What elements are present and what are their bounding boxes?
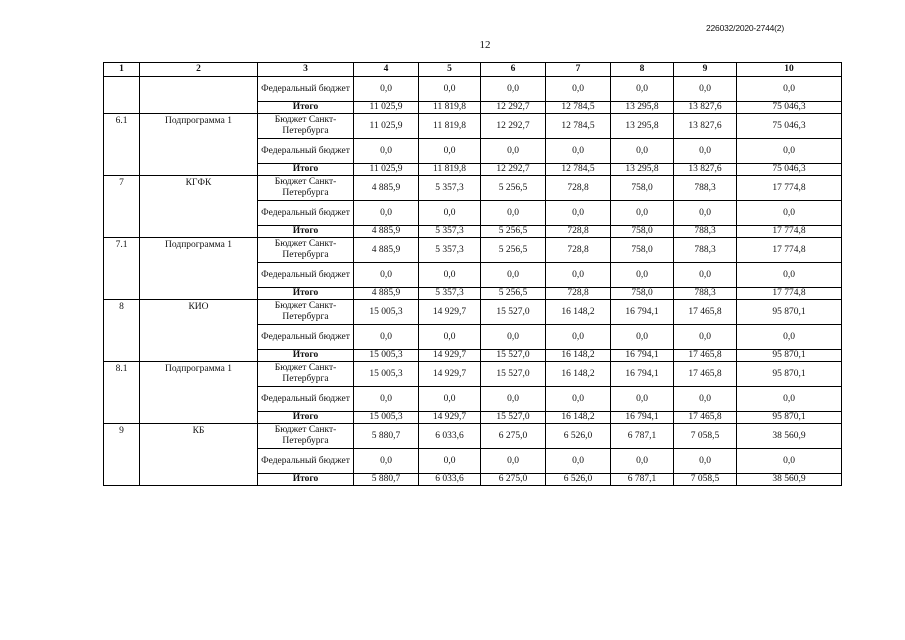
value-cell: 0,0 <box>354 325 419 350</box>
value-cell: 5 256,5 <box>481 226 546 238</box>
value-cell: 11 025,9 <box>354 102 419 114</box>
row-number-cell <box>104 77 140 114</box>
value-cell: 0,0 <box>354 449 419 474</box>
program-name-cell: Подпрограмма 1 <box>140 362 258 424</box>
funding-source-cell: Федеральный бюджет <box>258 387 354 412</box>
value-cell: 38 560,9 <box>737 474 842 486</box>
value-cell: 0,0 <box>481 263 546 288</box>
value-cell: 5 256,5 <box>481 176 546 201</box>
value-cell: 11 819,8 <box>419 164 481 176</box>
program-name-cell: КБ <box>140 424 258 486</box>
row-number-cell: 9 <box>104 424 140 486</box>
column-header: 9 <box>674 63 737 77</box>
value-cell: 16 148,2 <box>546 350 611 362</box>
value-cell: 6 526,0 <box>546 424 611 449</box>
value-cell: 15 527,0 <box>481 362 546 387</box>
value-cell: 0,0 <box>674 201 737 226</box>
row-number-cell: 8.1 <box>104 362 140 424</box>
value-cell: 12 784,5 <box>546 114 611 139</box>
value-cell: 95 870,1 <box>737 362 842 387</box>
column-header-row <box>104 63 842 77</box>
value-cell: 16 794,1 <box>611 300 674 325</box>
value-cell: 75 046,3 <box>737 102 842 114</box>
value-cell: 14 929,7 <box>419 362 481 387</box>
value-cell: 0,0 <box>419 325 481 350</box>
value-cell: 38 560,9 <box>737 424 842 449</box>
value-cell: 6 787,1 <box>611 424 674 449</box>
value-cell: 13 295,8 <box>611 102 674 114</box>
value-cell: 5 256,5 <box>481 238 546 263</box>
value-cell: 0,0 <box>419 263 481 288</box>
value-cell: 12 292,7 <box>481 102 546 114</box>
value-cell: 14 929,7 <box>419 350 481 362</box>
value-cell: 5 357,3 <box>419 288 481 300</box>
value-cell: 16 148,2 <box>546 300 611 325</box>
value-cell: 0,0 <box>419 449 481 474</box>
value-cell: 6 275,0 <box>481 424 546 449</box>
row-number-cell: 7.1 <box>104 238 140 300</box>
value-cell: 11 025,9 <box>354 114 419 139</box>
value-cell: 0,0 <box>611 387 674 412</box>
funding-source-cell: Федеральный бюджет <box>258 139 354 164</box>
program-name-cell: Подпрограмма 1 <box>140 238 258 300</box>
value-cell: 0,0 <box>737 77 842 102</box>
value-cell: 0,0 <box>737 263 842 288</box>
table-row <box>104 176 842 201</box>
value-cell: 0,0 <box>674 325 737 350</box>
value-cell: 0,0 <box>481 387 546 412</box>
value-cell: 0,0 <box>419 139 481 164</box>
column-header: 6 <box>481 63 546 77</box>
table-row <box>104 77 842 102</box>
value-cell: 758,0 <box>611 176 674 201</box>
value-cell: 0,0 <box>354 263 419 288</box>
table-row <box>104 362 842 387</box>
column-header: 10 <box>737 63 842 77</box>
total-label-cell: Итого <box>258 350 354 362</box>
value-cell: 17 465,8 <box>674 362 737 387</box>
value-cell: 17 465,8 <box>674 350 737 362</box>
value-cell: 788,3 <box>674 226 737 238</box>
value-cell: 0,0 <box>737 325 842 350</box>
column-header: 5 <box>419 63 481 77</box>
value-cell: 14 929,7 <box>419 300 481 325</box>
column-header: 2 <box>140 63 258 77</box>
value-cell: 758,0 <box>611 238 674 263</box>
funding-source-cell: Бюджет Санкт-Петербурга <box>258 362 354 387</box>
value-cell: 5 357,3 <box>419 176 481 201</box>
value-cell: 15 527,0 <box>481 412 546 424</box>
value-cell: 11 025,9 <box>354 164 419 176</box>
value-cell: 6 787,1 <box>611 474 674 486</box>
value-cell: 13 827,6 <box>674 114 737 139</box>
funding-source-cell: Бюджет Санкт-Петербурга <box>258 424 354 449</box>
value-cell: 15 527,0 <box>481 350 546 362</box>
value-cell: 0,0 <box>611 449 674 474</box>
value-cell: 0,0 <box>481 77 546 102</box>
funding-source-cell: Федеральный бюджет <box>258 77 354 102</box>
funding-source-cell: Федеральный бюджет <box>258 449 354 474</box>
value-cell: 6 275,0 <box>481 474 546 486</box>
value-cell: 95 870,1 <box>737 412 842 424</box>
table-row <box>104 300 842 325</box>
value-cell: 0,0 <box>546 77 611 102</box>
program-name-cell: КГФК <box>140 176 258 238</box>
value-cell: 4 885,9 <box>354 226 419 238</box>
value-cell: 12 292,7 <box>481 164 546 176</box>
table-row <box>104 114 842 139</box>
value-cell: 0,0 <box>354 139 419 164</box>
budget-table <box>103 62 842 486</box>
value-cell: 12 784,5 <box>546 102 611 114</box>
value-cell: 758,0 <box>611 226 674 238</box>
value-cell: 13 295,8 <box>611 114 674 139</box>
value-cell: 0,0 <box>354 387 419 412</box>
value-cell: 17 465,8 <box>674 412 737 424</box>
value-cell: 0,0 <box>481 449 546 474</box>
total-label-cell: Итого <box>258 288 354 300</box>
value-cell: 4 885,9 <box>354 238 419 263</box>
column-header: 8 <box>611 63 674 77</box>
value-cell: 0,0 <box>354 77 419 102</box>
value-cell: 11 819,8 <box>419 102 481 114</box>
table-row <box>104 424 842 449</box>
value-cell: 728,8 <box>546 176 611 201</box>
value-cell: 0,0 <box>419 201 481 226</box>
value-cell: 788,3 <box>674 238 737 263</box>
value-cell: 17 774,8 <box>737 176 842 201</box>
value-cell: 0,0 <box>674 263 737 288</box>
value-cell: 15 527,0 <box>481 300 546 325</box>
value-cell: 0,0 <box>546 201 611 226</box>
value-cell: 15 005,3 <box>354 412 419 424</box>
value-cell: 11 819,8 <box>419 114 481 139</box>
value-cell: 0,0 <box>611 201 674 226</box>
value-cell: 0,0 <box>546 387 611 412</box>
value-cell: 75 046,3 <box>737 164 842 176</box>
funding-source-cell: Бюджет Санкт-Петербурга <box>258 238 354 263</box>
value-cell: 15 005,3 <box>354 350 419 362</box>
row-number-cell: 6.1 <box>104 114 140 176</box>
value-cell: 5 880,7 <box>354 474 419 486</box>
value-cell: 13 295,8 <box>611 164 674 176</box>
funding-source-cell: Федеральный бюджет <box>258 201 354 226</box>
value-cell: 17 774,8 <box>737 238 842 263</box>
value-cell: 0,0 <box>674 139 737 164</box>
value-cell: 95 870,1 <box>737 300 842 325</box>
value-cell: 0,0 <box>674 77 737 102</box>
value-cell: 7 058,5 <box>674 474 737 486</box>
value-cell: 12 292,7 <box>481 114 546 139</box>
funding-source-cell: Бюджет Санкт-Петербурга <box>258 176 354 201</box>
value-cell: 16 148,2 <box>546 412 611 424</box>
value-cell: 728,8 <box>546 238 611 263</box>
value-cell: 17 774,8 <box>737 226 842 238</box>
value-cell: 15 005,3 <box>354 362 419 387</box>
value-cell: 0,0 <box>481 201 546 226</box>
value-cell: 14 929,7 <box>419 412 481 424</box>
value-cell: 16 794,1 <box>611 412 674 424</box>
funding-source-cell: Бюджет Санкт-Петербурга <box>258 300 354 325</box>
page-number: 12 <box>479 39 491 51</box>
value-cell: 0,0 <box>354 201 419 226</box>
program-name-cell: КИО <box>140 300 258 362</box>
value-cell: 0,0 <box>611 325 674 350</box>
value-cell: 0,0 <box>546 449 611 474</box>
value-cell: 0,0 <box>419 77 481 102</box>
value-cell: 0,0 <box>737 387 842 412</box>
value-cell: 16 794,1 <box>611 362 674 387</box>
value-cell: 16 794,1 <box>611 350 674 362</box>
program-name-cell <box>140 77 258 114</box>
funding-source-cell: Бюджет Санкт-Петербурга <box>258 114 354 139</box>
value-cell: 0,0 <box>737 201 842 226</box>
value-cell: 75 046,3 <box>737 114 842 139</box>
total-label-cell: Итого <box>258 474 354 486</box>
value-cell: 6 526,0 <box>546 474 611 486</box>
program-name-cell: Подпрограмма 1 <box>140 114 258 176</box>
total-label-cell: Итого <box>258 102 354 114</box>
value-cell: 95 870,1 <box>737 350 842 362</box>
value-cell: 0,0 <box>611 139 674 164</box>
value-cell: 758,0 <box>611 288 674 300</box>
column-header: 4 <box>354 63 419 77</box>
value-cell: 0,0 <box>737 139 842 164</box>
row-number-cell: 8 <box>104 300 140 362</box>
value-cell: 728,8 <box>546 226 611 238</box>
value-cell: 0,0 <box>674 449 737 474</box>
value-cell: 728,8 <box>546 288 611 300</box>
column-header: 3 <box>258 63 354 77</box>
row-number-cell: 7 <box>104 176 140 238</box>
funding-source-cell: Федеральный бюджет <box>258 263 354 288</box>
value-cell: 0,0 <box>546 325 611 350</box>
total-label-cell: Итого <box>258 226 354 238</box>
value-cell: 0,0 <box>481 325 546 350</box>
value-cell: 15 005,3 <box>354 300 419 325</box>
value-cell: 7 058,5 <box>674 424 737 449</box>
value-cell: 6 033,6 <box>419 424 481 449</box>
column-header: 1 <box>104 63 140 77</box>
value-cell: 0,0 <box>737 449 842 474</box>
value-cell: 0,0 <box>674 387 737 412</box>
value-cell: 17 465,8 <box>674 300 737 325</box>
value-cell: 4 885,9 <box>354 176 419 201</box>
value-cell: 788,3 <box>674 288 737 300</box>
value-cell: 16 148,2 <box>546 362 611 387</box>
funding-source-cell: Федеральный бюджет <box>258 325 354 350</box>
value-cell: 788,3 <box>674 176 737 201</box>
value-cell: 6 033,6 <box>419 474 481 486</box>
value-cell: 13 827,6 <box>674 102 737 114</box>
table-row <box>104 238 842 263</box>
value-cell: 12 784,5 <box>546 164 611 176</box>
value-cell: 0,0 <box>481 139 546 164</box>
value-cell: 5 357,3 <box>419 226 481 238</box>
value-cell: 17 774,8 <box>737 288 842 300</box>
value-cell: 5 256,5 <box>481 288 546 300</box>
value-cell: 0,0 <box>546 139 611 164</box>
total-label-cell: Итого <box>258 164 354 176</box>
value-cell: 4 885,9 <box>354 288 419 300</box>
value-cell: 13 827,6 <box>674 164 737 176</box>
value-cell: 0,0 <box>611 263 674 288</box>
column-header: 7 <box>546 63 611 77</box>
value-cell: 0,0 <box>419 387 481 412</box>
document-number: 226032/2020-2744(2) <box>706 23 784 33</box>
value-cell: 0,0 <box>546 263 611 288</box>
value-cell: 5 880,7 <box>354 424 419 449</box>
value-cell: 5 357,3 <box>419 238 481 263</box>
total-label-cell: Итого <box>258 412 354 424</box>
value-cell: 0,0 <box>611 77 674 102</box>
